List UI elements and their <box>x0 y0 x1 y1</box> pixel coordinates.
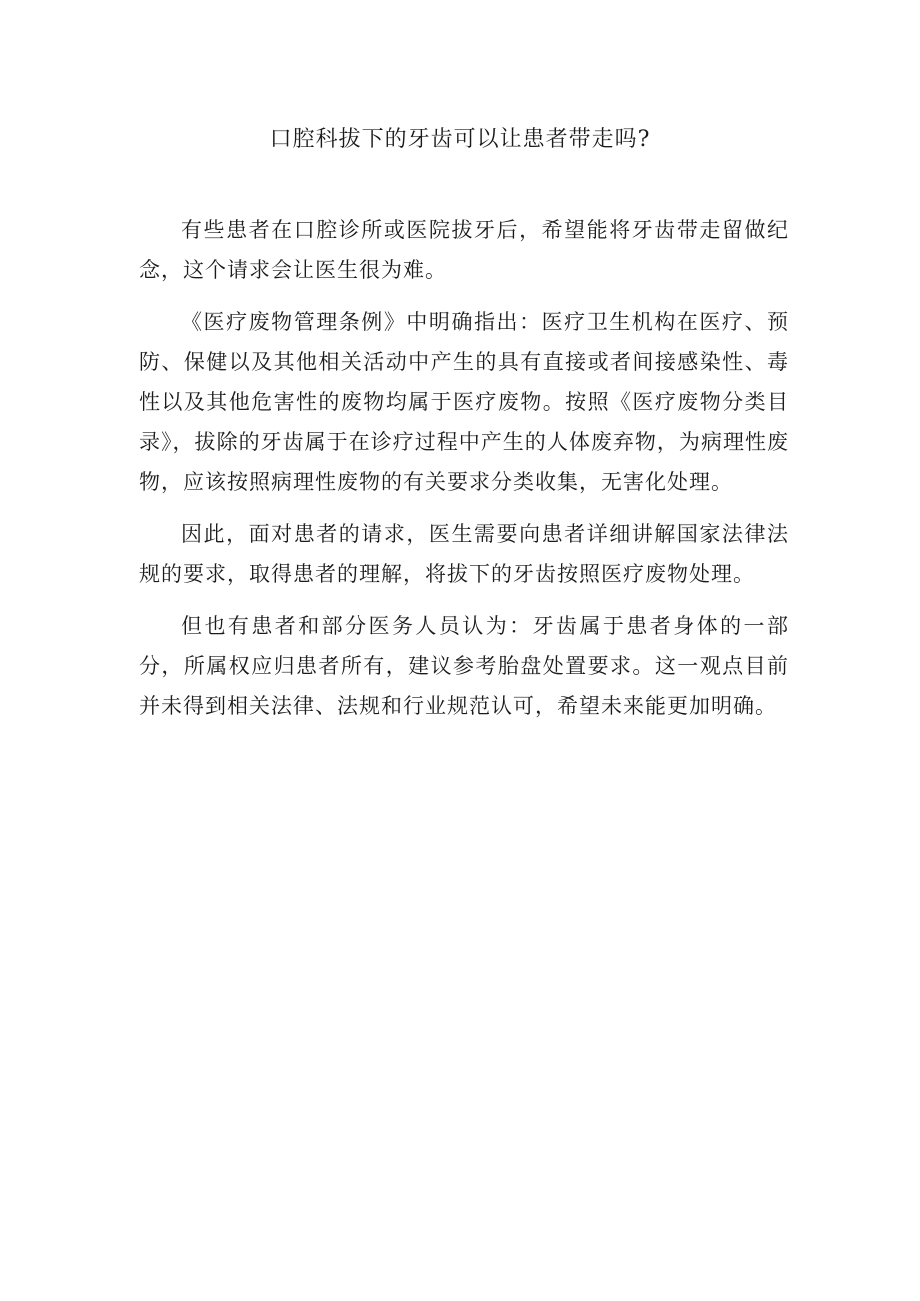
paragraph-2: 《医疗废物管理条例》中明确指出：医疗卫生机构在医疗、预防、保健以及其他相关活动中产生的具有直接或者间接感染性、毒性以及其他危害性的废物均属于医疗废物。按照《医疗废物分类目录》，拔除的牙齿属于在诊疗过程中产生的人体废弃物，为病理性废物，应该按照病理性废物的有关要求分类收集，无害化处理。 <box>139 310 789 494</box>
paragraph-1: 有些患者在口腔诊所或医院拔牙后，希望能将牙齿带走留做纪念，这个请求会让医生很为难。 <box>139 218 789 282</box>
document-title: 口腔科拔下的牙齿可以让患者带走吗? <box>269 127 651 152</box>
paragraph-4: 但也有患者和部分医务人员认为：牙齿属于患者身体的一部分，所属权应归患者所有，建议参考胎盘处置要求。这一观点目前并未得到相关法律、法规和行业规范认可，希望未来能更加明确。 <box>139 614 789 718</box>
paragraph-3: 因此，面对患者的请求，医生需要向患者详细讲解国家法律法规的要求，取得患者的理解，将拔下的牙齿按照医疗废物处理。 <box>139 522 789 586</box>
document-body <box>139 210 789 738</box>
